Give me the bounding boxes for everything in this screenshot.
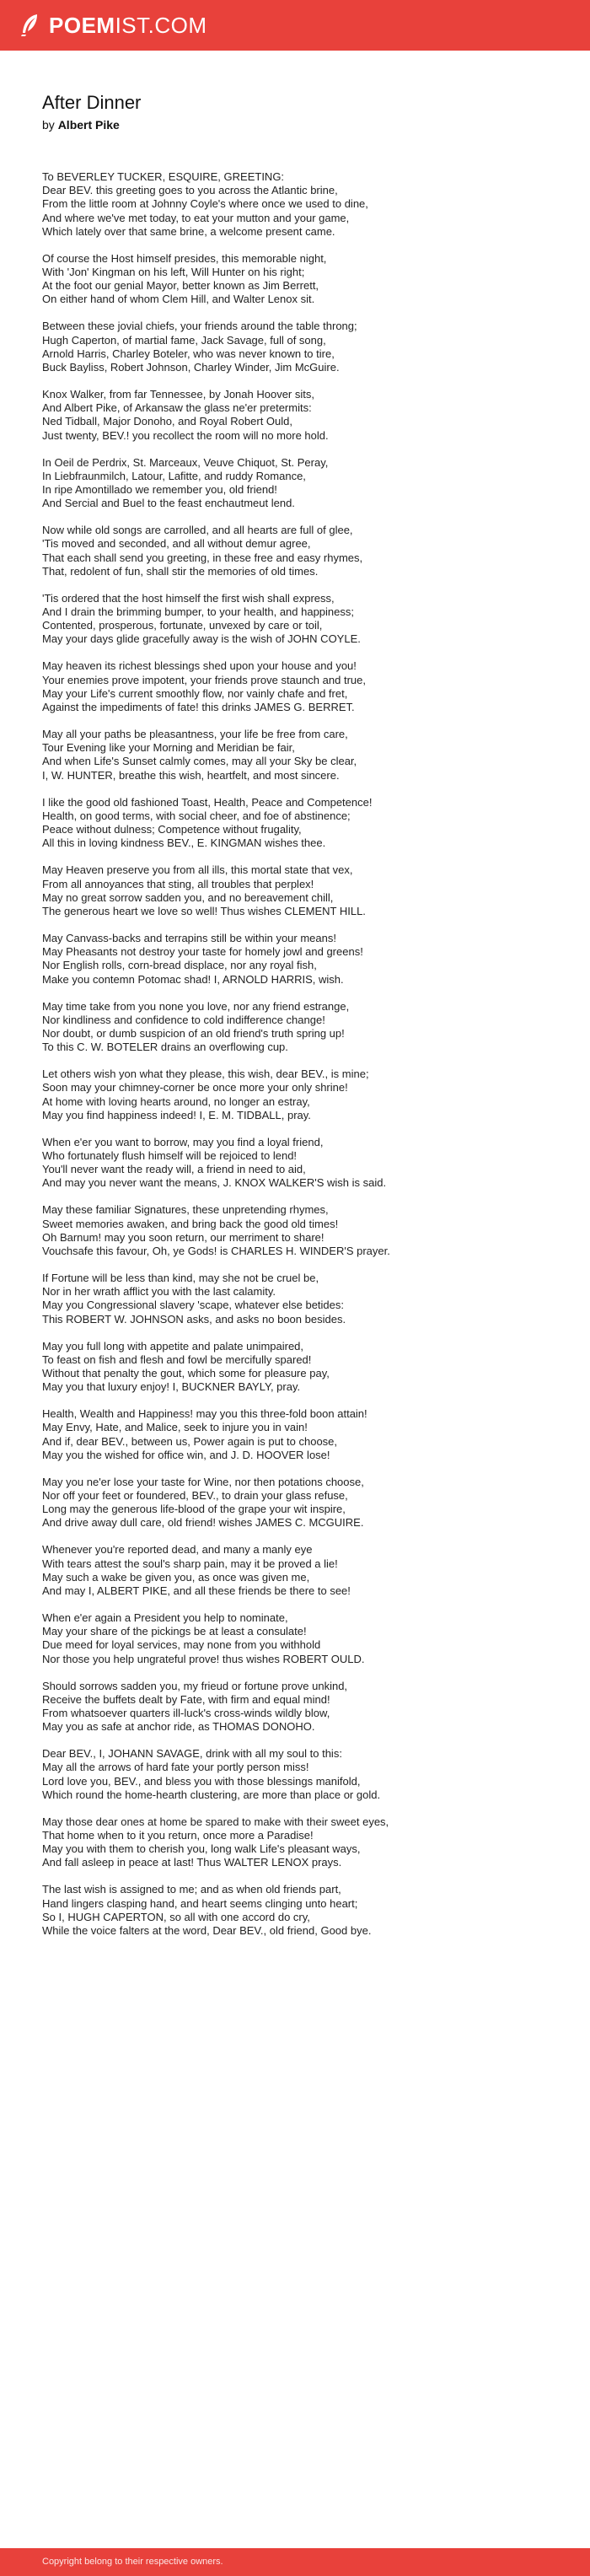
poem-line: From whatsoever quarters ill-luck's cross-winds wildly blow, [42, 1707, 330, 1720]
poem-content [42, 91, 565, 1951]
stanza [42, 320, 565, 374]
poem-line: Soon may your chimney-corner be once more your only shrine! [42, 1081, 348, 1094]
poem-line: 'Tis ordered that the host himself the first wish shall express, [42, 591, 335, 605]
stanza [42, 388, 565, 443]
poem-line: Whenever you're reported dead, and many a manly eye [42, 1543, 313, 1557]
poem-line: While the voice falters at the word, Dear BEV., old friend, Good bye. [42, 1924, 372, 1938]
poem-line: You'll never want the ready will, a friend in need to aid, [42, 1163, 306, 1176]
poem-line: Against the impediments of fate! this drinks JAMES G. BERRET. [42, 701, 355, 714]
poem-line: Receive the buffets dealt by Fate, with firm and equal mind! [42, 1692, 330, 1706]
poem-line: May Envy, Hate, and Malice, seek to injure you in vain! [42, 1421, 308, 1434]
poem-line: Health, Wealth and Happiness! may you this three-fold boon attain! [42, 1407, 367, 1421]
poem-line: May you that luxury enjoy! I, BUCKNER BAYLY, pray. [42, 1380, 301, 1394]
poem-line: And when Life's Sunset calmly comes, may all your Sky be clear, [42, 755, 357, 768]
poem-line: May heaven its richest blessings shed upon your house and you! [42, 659, 357, 673]
quill-icon [19, 13, 40, 38]
poem-line: And drive away dull care, old friend! wishes JAMES C. MCGUIRE. [42, 1516, 364, 1530]
poem-line: May your share of the pickings be at least a consulate! [42, 1625, 307, 1638]
stanza [42, 1203, 565, 1258]
poem-line: May you find happiness indeed! I, E. M. TIDBALL, pray. [42, 1108, 311, 1121]
poem-line: Between these jovial chiefs, your friends around the table throng; [42, 320, 357, 333]
stanza [42, 1815, 565, 1870]
poem-line: May you ne'er lose your taste for Wine, nor then potations choose, [42, 1475, 364, 1488]
poem-line: And fall asleep in peace at last! Thus WALTER LENOX prays. [42, 1856, 342, 1869]
poem-line: Of course the Host himself presides, this memorable night, [42, 251, 327, 265]
poem-line: I like the good old fashioned Toast, Health, Peace and Competence! [42, 795, 373, 809]
poem-line: The last wish is assigned to me; and as when old friends part, [42, 1883, 341, 1896]
poem-line: Due meed for loyal services, may none from you withhold [42, 1638, 321, 1652]
footer-copyright: Copyright belong to their respective owners. [42, 2557, 223, 2567]
poem-line: So I, HUGH CAPERTON, so all with one accord do cry, [42, 1910, 310, 1923]
poem-line: May you the wished for office win, and J. D. HOOVER lose! [42, 1448, 330, 1461]
poem-line: Peace without dulness; Competence without frugality, [42, 823, 302, 836]
poem-line: All this in loving kindness BEV., E. KINGMAN wishes thee. [42, 836, 326, 850]
poem-line: Health, on good terms, with social cheer, and foe of abstinence; [42, 809, 351, 822]
poem-line: May all the arrows of hard fate your portly person miss! [42, 1761, 309, 1774]
poem-line: In ripe Amontillado we remember you, old friend! [42, 483, 277, 497]
stanza [42, 1068, 565, 1122]
poem-line: To feast on fish and flesh and fowl be mercifully spared! [42, 1353, 312, 1366]
poem-line: May you full long with appetite and palate unimpaired, [42, 1339, 304, 1353]
poem-line: May Heaven preserve you from all ills, this mortal state that vex, [42, 863, 353, 877]
poem-line: From the little room at Johnny Coyle's where once we used to dine, [42, 197, 368, 211]
poem-line: Without that penalty the gout, which some for pleasure pay, [42, 1366, 330, 1379]
stanza [42, 170, 565, 239]
poem-line: The generous heart we love so well! Thus wishes CLEMENT HILL. [42, 904, 366, 917]
poem-line: And Sercial and Buel to the feast enchautmeut lend. [42, 497, 295, 510]
poem-line: Buck Bayliss, Robert Johnson, Charley Winder, Jim McGuire. [42, 361, 340, 374]
top-bar [0, 0, 590, 51]
poem-line: That home when to it you return, once more a Paradise! [42, 1829, 314, 1842]
poem-line: That each shall send you greeting, in these free and easy rhymes, [42, 551, 363, 564]
stanza [42, 728, 565, 782]
poem-line: Dear BEV., I, JOHANN SAVAGE, drink with all my soul to this: [42, 1747, 342, 1761]
poem-line: May your days glide gracefully away is the wish of JOHN COYLE. [42, 632, 361, 646]
poem-line: May no great sorrow sadden you, and no bereavement chill, [42, 890, 334, 904]
logo-text-bold: POEM [49, 12, 115, 38]
poem-line: Just twenty, BEV.! you recollect the room will no more hold. [42, 428, 329, 442]
poem-line: Long may the generous life-blood of the grape your wit inspire, [42, 1503, 346, 1516]
site-logo[interactable] [19, 10, 207, 40]
poem-line: I, W. HUNTER, breathe this wish, heartfelt, and most sincere. [42, 768, 340, 782]
poem-line: In Oeil de Perdrix, St. Marceaux, Veuve Chiquot, St. Peray, [42, 455, 329, 469]
poem-line: Now while old songs are carrolled, and all hearts are full of glee, [42, 524, 353, 537]
poem-line: May such a wake be given you, as once was given me, [42, 1570, 310, 1584]
poem-line: And if, dear BEV., between us, Power again is put to choose, [42, 1434, 338, 1448]
stanza [42, 1611, 565, 1666]
poem-line: When e'er you want to borrow, may you find a loyal friend, [42, 1135, 324, 1148]
poem-line: Nor kindliness and confidence to cold indifference change! [42, 1013, 325, 1026]
poem-line: With 'Jon' Kingman on his left, Will Hunter on his right; [42, 266, 305, 279]
poem-line: Nor off your feet or foundered, BEV., to drain your glass refuse, [42, 1488, 348, 1502]
poem-line: Lord love you, BEV., and bless you with those blessings manifold, [42, 1774, 361, 1788]
poem-line: In Liebfraunmilch, Latour, Lafitte, and ruddy Romance, [42, 469, 306, 482]
stanza [42, 1883, 565, 1938]
poem-line: May you Congressional slavery 'scape, whatever else betides: [42, 1299, 344, 1312]
poem-body [42, 170, 565, 1938]
poem-line: And I drain the brimming bumper, to your health, and happiness; [42, 605, 354, 619]
poem-line: Arnold Harris, Charley Boteler, who was never known to tire, [42, 347, 335, 360]
stanza [42, 1543, 565, 1598]
poem-line: At the foot our genial Mayor, better known as Jim Berrett, [42, 279, 319, 293]
poem-line: May those dear ones at home be spared to make with their sweet eyes, [42, 1815, 389, 1828]
poem-title: After Dinner [42, 92, 142, 113]
poem-line: This ROBERT W. JOHNSON asks, and asks no boon besides. [42, 1312, 346, 1326]
poem-line: May time take from you none you love, nor any friend estrange, [42, 999, 350, 1013]
poem-line: Knox Walker, from far Tennessee, by Jonah Hoover sits, [42, 388, 314, 401]
stanza [42, 1136, 565, 1191]
stanza [42, 1680, 565, 1734]
stanza [42, 1407, 565, 1462]
poem-line: Sweet memories awaken, and bring back the good old times! [42, 1217, 339, 1230]
footer-bar [0, 2548, 590, 2576]
poem-line: Dear BEV. this greeting goes to you across the Atlantic brine, [42, 184, 338, 197]
poem-line: Tour Evening like your Morning and Meridian be fair, [42, 741, 295, 755]
poem-line: Contented, prosperous, fortunate, unvexed by care or toil, [42, 619, 323, 632]
poem-line: Nor doubt, or dumb suspicion of an old friend's truth spring up! [42, 1026, 345, 1040]
stanza [42, 592, 565, 647]
poem-line: May your Life's current smoothly flow, nor vainly chafe and fret, [42, 686, 348, 700]
stanza [42, 524, 565, 578]
poem-line: Ned Tidball, Major Donoho, and Royal Robert Ould, [42, 415, 292, 428]
poem-byline [42, 116, 565, 133]
poem-line: Hand lingers clasping hand, and heart seems clinging unto heart; [42, 1896, 358, 1910]
poem-line: With tears attest the soul's sharp pain, may it be proved a lie! [42, 1557, 338, 1570]
stanza [42, 1272, 565, 1326]
poem-line: May you as safe at anchor ride, as THOMAS DONOHO. [42, 1720, 315, 1734]
stanza [42, 1476, 565, 1530]
stanza [42, 252, 565, 307]
poem-line: Hugh Caperton, of martial fame, Jack Savage, full of song, [42, 333, 326, 347]
poem-line: Who fortunately flush himself will be rejoiced to lend! [42, 1148, 298, 1162]
poem-line: Which lately over that same brine, a welcome present came. [42, 224, 335, 238]
stanza [42, 863, 565, 918]
poem-line: May you with them to cherish you, long walk Life's pleasant ways, [42, 1842, 361, 1856]
logo-text [49, 13, 207, 39]
poem-line: Oh Barnum! may you soon return, our merriment to share! [42, 1230, 324, 1244]
poem-line: From all annoyances that sting, all troubles that perplex! [42, 877, 314, 890]
byline-prefix: by [42, 118, 55, 132]
poem-line: To BEVERLEY TUCKER, ESQUIRE, GREETING: [42, 170, 285, 183]
poem-line: Which round the home-hearth clustering, are more than place or gold. [42, 1788, 381, 1801]
poem-line: And where we've met today, to eat your mutton and your game, [42, 211, 350, 224]
poem-line: And may I, ALBERT PIKE, and all these friends be there to see! [42, 1584, 351, 1597]
stanza [42, 932, 565, 987]
poem-line: Make you contemn Potomac shad! I, ARNOLD HARRIS, wish. [42, 972, 344, 986]
stanza [42, 659, 565, 714]
poem-line: Let others wish yon what they please, this wish, dear BEV., is mine; [42, 1068, 369, 1081]
logo-text-light: IST.COM [115, 12, 207, 38]
poem-line: Nor in her wrath afflict you with the last calamity. [42, 1285, 276, 1299]
stanza [42, 1000, 565, 1055]
poem-line: And Albert Pike, of Arkansaw the glass ne'er pretermits: [42, 401, 312, 415]
stanza [42, 1340, 565, 1395]
poem-line: Nor those you help ungrateful prove! thus wishes ROBERT OULD. [42, 1652, 365, 1665]
poem-line: And may you never want the means, J. KNOX WALKER'S wish is said. [42, 1176, 387, 1190]
poem-line: May Pheasants not destroy your taste for homely jowl and greens! [42, 945, 363, 959]
author-link[interactable]: Albert Pike [57, 118, 120, 132]
poem-line: Nor English rolls, corn-bread displace, nor any royal fish, [42, 959, 317, 972]
poem-line: To this C. W. BOTELER drains an overflowing cup. [42, 1041, 288, 1054]
poem-line: May Canvass-backs and terrapins still be within your means! [42, 931, 336, 944]
stanza [42, 1747, 565, 1802]
poem-line: May these familiar Signatures, these unpretending rhymes, [42, 1203, 329, 1217]
poem-line: If Fortune will be less than kind, may she not be cruel be, [42, 1271, 319, 1284]
poem-line: Should sorrows sadden you, my frieud or fortune prove unkind, [42, 1679, 348, 1692]
poem-line: Your enemies prove impotent, your friends prove staunch and true, [42, 673, 366, 686]
poem-line: At home with loving hearts around, no longer an estray, [42, 1094, 310, 1108]
poem-line: May all your paths be pleasantness, your life be free from care, [42, 728, 348, 741]
poem-line: Vouchsafe this favour, Oh, ye Gods! is CHARLES H. WINDER'S prayer. [42, 1244, 390, 1257]
stanza [42, 456, 565, 511]
poem-line: 'Tis moved and seconded, and all without demur agree, [42, 537, 311, 551]
stanza [42, 796, 565, 851]
poem-line: When e'er again a President you help to nominate, [42, 1611, 288, 1624]
poem-line: That, redolent of fun, shall stir the memories of old times. [42, 564, 319, 578]
poem-line: On either hand of whom Clem Hill, and Walter Lenox sit. [42, 293, 315, 306]
